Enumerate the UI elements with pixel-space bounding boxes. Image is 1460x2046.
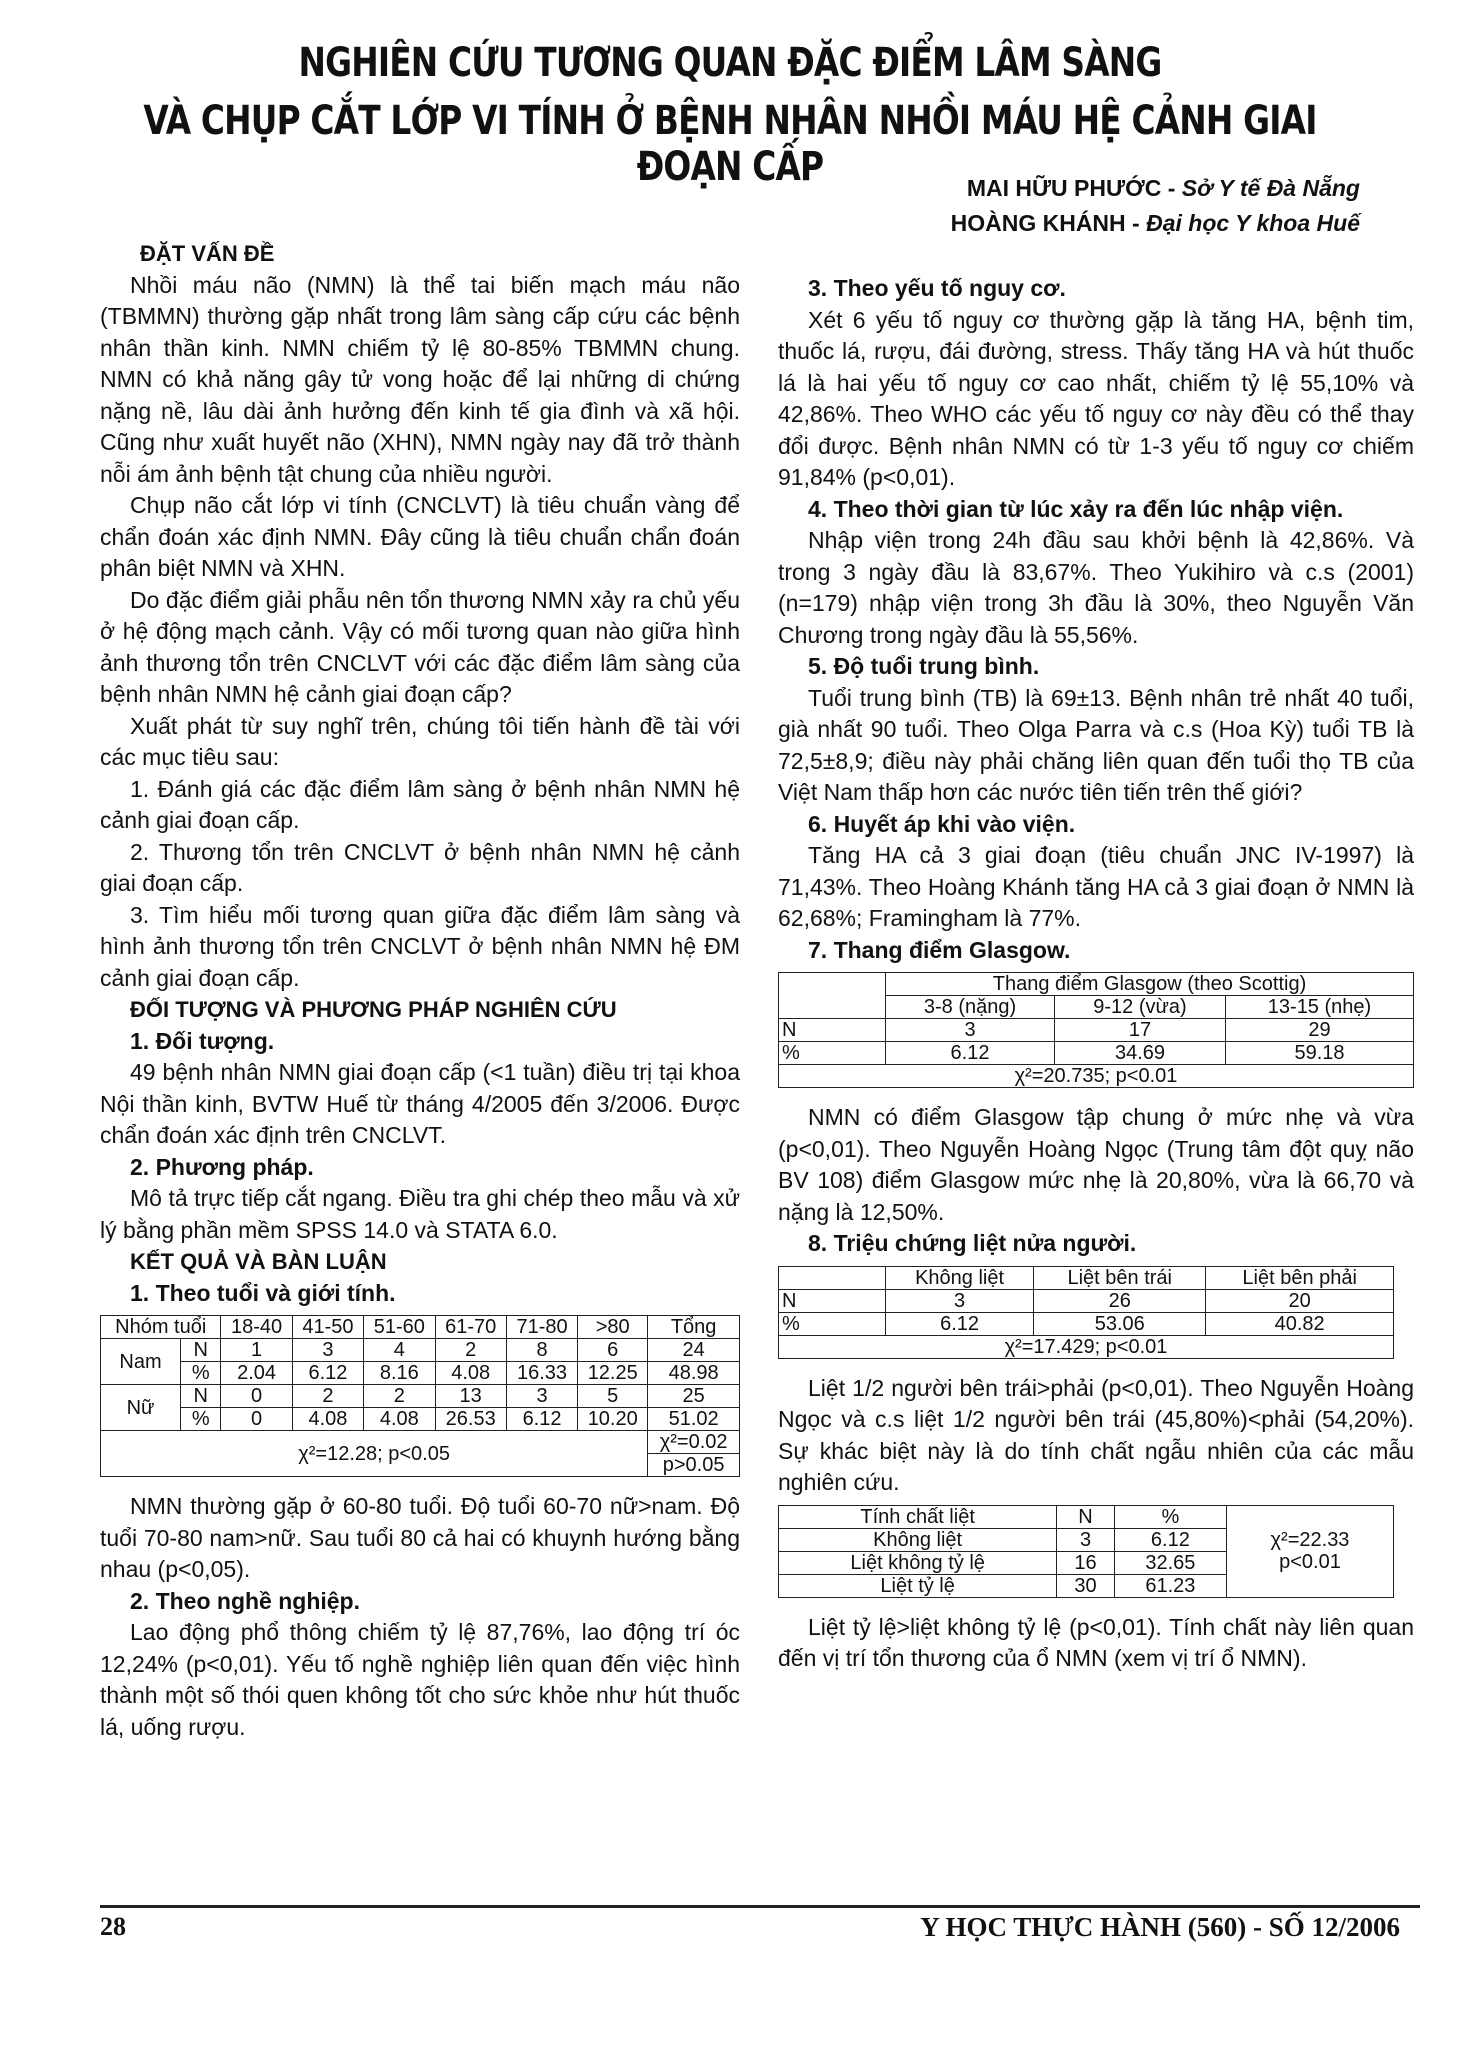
table-cell: 3	[1057, 1528, 1115, 1551]
paragraph: Tuổi trung bình (TB) là 69±13. Bệnh nhân trẻ nhất 40 tuổi, già nhất 90 tuổi. Theo Olga Parra và c.s (Hoa Kỳ) tuổi TB là 72,5±8,9; điều này phải chăng liên quan đến tuổi thọ TB của Việt Nam thấp hơn các nước tiên tiến trên thế giới?	[778, 684, 1414, 805]
heading-huyet-ap: 6. Huyết áp khi vào viện.	[808, 810, 1076, 837]
paragraph: Xuất phát từ suy nghĩ trên, chúng tôi tiến hành đề tài với các mục tiêu sau:	[100, 712, 740, 770]
heading-thoi-gian: 4. Theo thời gian từ lúc xảy ra đến lúc nhập viện.	[808, 495, 1344, 522]
table-cell: 51.02	[648, 1408, 740, 1431]
table-cell: 1	[221, 1339, 292, 1362]
paragraph: NMN có điểm Glasgow tập chung ở mức nhẹ và vừa (p<0,01). Theo Nguyễn Hoàng Ngọc (Trung tâm đột quỵ não BV 108) điểm Glasgow mức nhẹ là 20,80%, vừa là 66,70 và nặng là 12,50%.	[778, 1104, 1414, 1225]
table-header: Tính chất liệt	[779, 1505, 1057, 1528]
table-cell: 2	[364, 1385, 435, 1408]
paragraph: Nhồi máu não (NMN) là thể tai biến mạch máu não (TBMMN) thường gặp nhất trong lâm sàng cấp cứu các bệnh nhân thần kinh. NMN chiếm tỷ lệ 80-85% TBMMN chung. NMN có khả năng gây tử vong hoặc để lại những di chứng nặng nề, lâu dài ảnh hưởng đến kinh tế gia đình và xã hội. Cũng như xuất huyết não (XHN), NMN ngày nay đã trở thành nỗi ám ảnh bệnh tật chung của nhiều người.	[100, 271, 740, 487]
table-cell: 13	[435, 1385, 506, 1408]
row-label: %	[779, 1312, 886, 1335]
table-header: 41-50	[292, 1316, 363, 1339]
table-cell: 6.12	[506, 1408, 577, 1431]
right-column	[778, 273, 1414, 1675]
table-cell: 10.20	[578, 1408, 648, 1431]
table-header: 71-80	[506, 1316, 577, 1339]
heading-yeu-to-nguy-co: 3. Theo yếu tố nguy cơ.	[808, 275, 1066, 301]
table-header: 61-70	[435, 1316, 506, 1339]
table-cell: 2.04	[221, 1362, 292, 1385]
table-statistic: χ²=0.02	[648, 1431, 740, 1454]
table-header: 13-15 (nhẹ)	[1225, 996, 1413, 1019]
table-cell: 40.82	[1206, 1312, 1394, 1335]
table-cell: 32.65	[1114, 1551, 1226, 1574]
table-cell: 6.12	[292, 1362, 363, 1385]
table-cell: 53.06	[1034, 1312, 1206, 1335]
journal-name: Y HỌC THỰC HÀNH (560) - SỐ 12/2006	[920, 1912, 1400, 1942]
table-header: >80	[578, 1316, 648, 1339]
heading-phuong-phap: 2. Phương pháp.	[130, 1153, 314, 1180]
row-label: %	[181, 1408, 221, 1431]
table-cell: 16.33	[506, 1362, 577, 1385]
table-cell: 5	[578, 1385, 648, 1408]
table-statistic: χ²=17.429; p<0.01	[779, 1335, 1394, 1358]
paragraph: Mô tả trực tiếp cắt ngang. Điều tra ghi chép theo mẫu và xử lý bằng phần mềm SPSS 14.0 và STATA 6.0.	[100, 1185, 740, 1243]
table-glasgow	[778, 972, 1414, 1088]
row-label: N	[779, 1019, 886, 1042]
table-header: 9-12 (vừa)	[1055, 996, 1226, 1019]
table-header: Nhóm tuổi	[101, 1316, 221, 1339]
table-cell: 0	[221, 1408, 292, 1431]
row-label: Nam	[101, 1339, 181, 1385]
heading-tuoi-gioi: 1. Theo tuổi và giới tính.	[130, 1279, 396, 1306]
table-statistic	[1227, 1505, 1394, 1597]
table-cell: 12.25	[578, 1362, 648, 1385]
table-cell: Liệt tỷ lệ	[779, 1574, 1057, 1597]
table-age-sex	[100, 1315, 740, 1477]
paragraph: 3. Tìm hiểu mối tương quan giữa đặc điểm lâm sàng và hình ảnh thương tổn trên CNCLVT ở bệnh nhân NMN hệ ĐM cảnh giai đoạn cấp.	[100, 901, 740, 991]
paragraph: Lao động phổ thông chiếm tỷ lệ 87,76%, lao động trí óc 12,24% (p<0,01). Yếu tố nghề nghiệp liên quan đến việc hình thành một số thói quen không tốt cho sức khỏe như hút thuốc lá, uống rượu.	[100, 1619, 740, 1740]
table-cell: 3	[886, 1289, 1034, 1312]
table-cell: 30	[1057, 1574, 1115, 1597]
table-cell: 4.08	[292, 1408, 363, 1431]
table-statistic: χ²=12.28; p<0.05	[101, 1431, 648, 1477]
heading-ket-qua: KẾT QUẢ VÀ BÀN LUẬN	[130, 1249, 387, 1274]
table-cell: 48.98	[648, 1362, 740, 1385]
page-number: 28	[100, 1912, 126, 1941]
heading-dat-van-de: ĐẶT VẤN ĐỀ	[140, 241, 275, 266]
table-header: %	[1114, 1505, 1226, 1528]
paragraph: Nhập viện trong 24h đầu sau khởi bệnh là 42,86%. Và trong 3 ngày đầu là 83,67%. Theo Yukihiro và c.s (2001) (n=179) nhập viện trong 3h đầu là 30%, theo Nguyễn Văn Chương trong ngày đầu là 55,56%.	[778, 527, 1414, 648]
paragraph: Liệt 1/2 người bên trái>phải (p<0,01). Theo Nguyễn Hoàng Ngọc và c.s liệt 1/2 người bên trái (45,80%)<phải (54,20%). Sự khác biệt này là do tính chất ngẫu nhiên của các mẫu nghiên cứu.	[778, 1374, 1414, 1495]
table-cell: Liệt không tỷ lệ	[779, 1551, 1057, 1574]
row-label: N	[181, 1385, 221, 1408]
row-label: N	[181, 1339, 221, 1362]
table-cell: 2	[435, 1339, 506, 1362]
paragraph: Tăng HA cả 3 giai đoạn (tiêu chuẩn JNC IV-1997) là 71,43%. Theo Hoàng Khánh tăng HA cả 3 giai đoạn ở NMN là 62,68%; Framingham là 77%.	[778, 842, 1414, 931]
heading-do-tuoi: 5. Độ tuổi trung bình.	[808, 653, 1040, 679]
table-cell: 3	[506, 1385, 577, 1408]
table-cell: 26	[1034, 1289, 1206, 1312]
table-cell: 24	[648, 1339, 740, 1362]
heading-glasgow: 7. Thang điểm Glasgow.	[808, 936, 1071, 963]
author-1: MAI HỮU PHƯỚC - Sở Y tế Đà Nẵng	[966, 175, 1360, 201]
table-cell: 17	[1055, 1019, 1226, 1042]
table-cell: 20	[1206, 1289, 1394, 1312]
table-header: 3-8 (nặng)	[886, 996, 1055, 1019]
row-label: Nữ	[101, 1385, 181, 1431]
table-cell: 3	[886, 1019, 1055, 1042]
table-header: Liệt bên phải	[1206, 1266, 1394, 1289]
left-column	[100, 238, 740, 1743]
heading-doi-tuong: ĐỐI TƯỢNG VÀ PHƯƠNG PHÁP NGHIÊN CỨU	[130, 997, 617, 1022]
table-cell: 4	[364, 1339, 435, 1362]
table-cell: 29	[1225, 1019, 1413, 1042]
author-2-affiliation: Đại học Y khoa Huế	[1146, 210, 1360, 236]
paragraph: NMN thường gặp ở 60-80 tuổi. Độ tuổi 60-70 nữ>nam. Độ tuổi 70-80 nam>nữ. Sau tuổi 80 cả hai có khuynh hướng bằng nhau (p<0,05).	[100, 1493, 740, 1582]
heading-nghe-nghiep: 2. Theo nghề nghiệp.	[130, 1587, 360, 1614]
paragraph: Xét 6 yếu tố nguy cơ thường gặp là tăng HA, bệnh tim, thuốc lá, rượu, đái đường, stress. Thấy tăng HA và hút thuốc lá là hai yếu tố nguy cơ cao nhất, chiếm tỷ lệ 55,10% và 42,86%. Theo WHO các yếu tố nguy cơ này đều có thể thay đổi được. Bệnh nhân NMN có từ 1-3 yếu tố nguy cơ chiếm 91,84% (p<0,01).	[778, 306, 1414, 490]
table-cell: 2	[292, 1385, 363, 1408]
table-cell: 4.08	[435, 1362, 506, 1385]
table-cell: 59.18	[1225, 1042, 1413, 1065]
chi-square: χ²=22.33	[1270, 1529, 1350, 1551]
table-paralysis-type	[778, 1505, 1394, 1598]
table-cell: 6	[578, 1339, 648, 1362]
table-header: Liệt bên trái	[1034, 1266, 1206, 1289]
title-line-1: NGHIÊN CỨU TƯƠNG QUAN ĐẶC ĐIỂM LÂM SÀNG	[298, 40, 1162, 86]
table-header: Thang điểm Glasgow (theo Scottig)	[886, 973, 1414, 996]
table-header: 18-40	[221, 1316, 292, 1339]
table-cell: 3	[292, 1339, 363, 1362]
author-2: HOÀNG KHÁNH - Đại học Y khoa Huế	[950, 210, 1360, 236]
paragraph: 49 bệnh nhân NMN giai đoạn cấp (<1 tuần) điều trị tại khoa Nội thần kinh, BVTW Huế từ tháng 4/2005 đến 3/2006. Được chẩn đoán xác định trên CNCLVT.	[100, 1059, 740, 1148]
table-header: N	[1057, 1505, 1115, 1528]
table-cell: 6.12	[886, 1312, 1034, 1335]
table-cell: 16	[1057, 1551, 1115, 1574]
table-cell: 6.12	[1114, 1528, 1226, 1551]
table-cell: 61.23	[1114, 1574, 1226, 1597]
table-statistic: p>0.05	[648, 1454, 740, 1477]
table-cell: Không liệt	[779, 1528, 1057, 1551]
table-cell: 4.08	[364, 1408, 435, 1431]
row-label: %	[181, 1362, 221, 1385]
table-hemiplegia	[778, 1266, 1394, 1359]
heading-doi-tuong-1: 1. Đối tượng.	[130, 1027, 275, 1054]
table-header: Tổng	[648, 1316, 740, 1339]
row-label: N	[779, 1289, 886, 1312]
paragraph: Liệt tỷ lệ>liệt không tỷ lệ (p<0,01). Tính chất này liên quan đến vị trí tổn thương của ổ NMN (xem vị trí ổ NMN).	[778, 1613, 1414, 1671]
paragraph: Chụp não cắt lớp vi tính (CNCLVT) là tiêu chuẩn vàng để chẩn đoán xác định NMN. Đây cũng là tiêu chuẩn chẩn đoán phân biệt NMN và XHN.	[100, 492, 740, 581]
author-1-affiliation: Sở Y tế Đà Nẵng	[1181, 175, 1360, 201]
paragraph: Do đặc điểm giải phẫu nên tổn thương NMN xảy ra chủ yếu ở hệ động mạch cảnh. Vậy có mối tương quan nào giữa hình ảnh thương tổn trên CNCLVT với các đặc điểm lâm sàng của bệnh nhân NMN hệ cảnh giai đoạn cấp?	[100, 586, 740, 707]
author-2-name: HOÀNG KHÁNH	[950, 210, 1126, 236]
paragraph: 2. Thương tổn trên CNCLVT ở bệnh nhân NMN hệ cảnh giai đoạn cấp.	[100, 838, 740, 896]
table-statistic: χ²=20.735; p<0.01	[779, 1065, 1414, 1088]
table-cell: 25	[648, 1385, 740, 1408]
table-cell: 34.69	[1055, 1042, 1226, 1065]
row-label: %	[779, 1042, 886, 1065]
table-header: Không liệt	[886, 1266, 1034, 1289]
table-header: 51-60	[364, 1316, 435, 1339]
p-value: p<0.01	[1279, 1551, 1341, 1573]
heading-liet-nua-nguoi: 8. Triệu chứng liệt nửa người.	[808, 1230, 1137, 1256]
author-1-name: MAI HỮU PHƯỚC	[966, 175, 1162, 201]
title-line-2: VÀ CHỤP CẮT LỚP VI TÍNH Ở BỆNH NHÂN NHỒI MÁU HỆ CẢNH GIAI ĐOẠN CẤP	[143, 98, 1317, 190]
table-cell: 6.12	[886, 1042, 1055, 1065]
table-cell: 26.53	[435, 1408, 506, 1431]
table-cell: 8	[506, 1339, 577, 1362]
table-cell: 0	[221, 1385, 292, 1408]
paragraph: 1. Đánh giá các đặc điểm lâm sàng ở bệnh nhân NMN hệ cảnh giai đoạn cấp.	[100, 775, 740, 833]
footer-rule	[100, 1905, 1420, 1908]
table-cell: 8.16	[364, 1362, 435, 1385]
